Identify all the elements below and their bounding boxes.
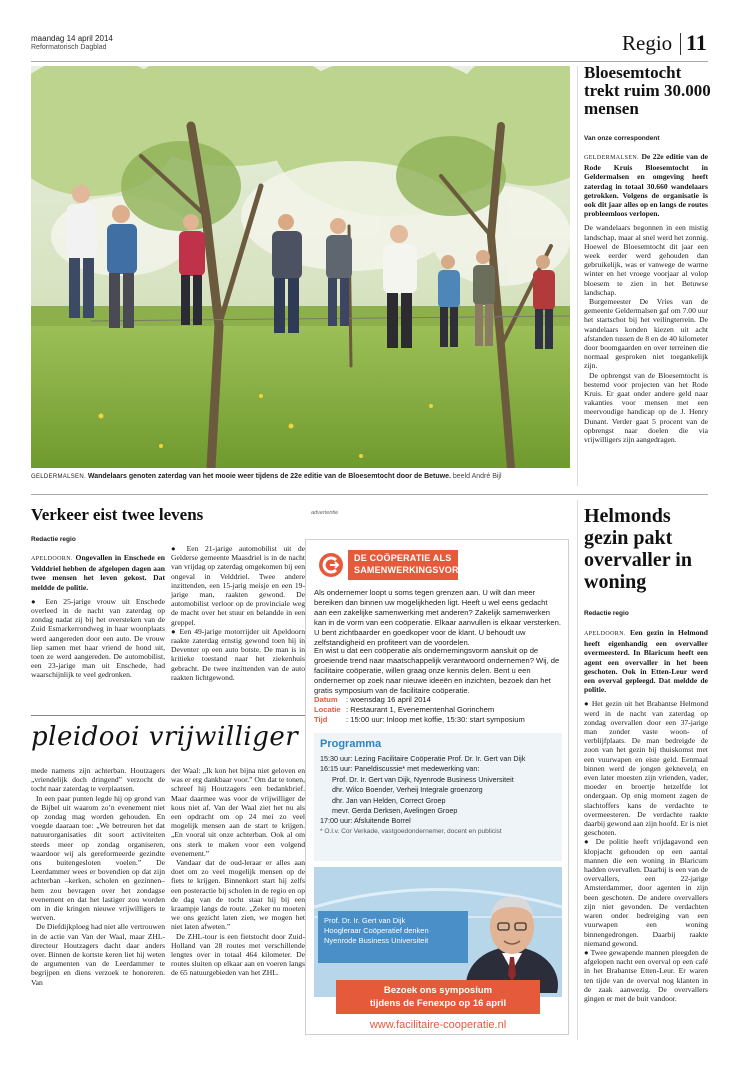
helmonds-paragraph: ● De politie heeft vrijdagavond een klopjacht gehouden op een aantal mannen die een woning in Blaricum hadden overvallen. Daarbij is een van de overvallers, een 22-jarige Amsterdammer, door agenten in zijn been geschoten. De andere overvallers zijn niet gevonden. De verdachten waren onder bedreiging van een vuurwapen een woning binnengedrongen. Daarbij raakte niemand gewond. <box>584 837 708 948</box>
pleidooi-column-2 <box>171 766 305 978</box>
pleidooi-paragraph: Vandaar dat de oud-leraar er alles aan doet om zo veel mogelijk mensen op de fiets te krijgen. Binnenkort start hij zelfs een posteractie bij scholen in de regio en op de dag van de tocht staat hij bij een kraampje langs de route. „Zeker nu moeten we ons gezicht laten zien, we mogen het niet laten afweten.” <box>171 858 305 932</box>
ad-program-item: 16:15 uur: Paneldiscussie* met medewerking van: <box>320 764 480 774</box>
section-title: Regio <box>622 31 673 55</box>
ad-time-label: Tijd <box>314 715 328 724</box>
cooperatie-advertisement <box>305 539 569 1035</box>
masthead-date: maandag 14 april 2014 <box>31 34 113 43</box>
helmonds-paragraph: ● Twee gewapende mannen pleegden de afgelopen nacht een overval op een café in het Brabantse Etten-Leur. Er waren ten tijde van de overval nog klanten in de zaak aanwezig. De overvallers gingen er met de buit vandoor. <box>584 947 708 1003</box>
helmonds-paragraph: ● Het gezin uit het Brabantse Helmond werd in de nacht van zaterdag op zondag overvallen door een 37-jarige man zonder vaste woon- of verblijfplaats. De man bedreigde de zoon van het gezin bij thuiskomst met een vuurwapen en eiste geld. Eenmaal binnen werd de jongen geknevelд en even later moesten zijn vrienden, vader, moeder en broertje hetzelfde lot ondergaan. Op enig moment zagen de slachtoffers kans de verdachte te overmeesteren. De verdachte raakte daarbij gewond aan zijn hoofd. Er is niet geschoten. <box>584 699 708 838</box>
verkeer-paragraph: ● Een 21-jarige automobilist uit de Gelderse gemeente Maasdriel is in de nacht van vrijdag op zaterdag omgekomen bij een ongeval in Velddriel. Twee andere inzittenden, een 15-jarig meisje en een 19-jarige man, raakten gewond. De automobilist verloor op de provinciale weg de macht over het stuur en belandde in een greppel. <box>171 544 305 627</box>
pleidooi-paragraph: In een paar punten legde hij op grond van de Bijbel uit waarom zo’n evenement niet op zondag mag worden gehouden. En voegde daaraan toe: „We betreuren het dat natuurorganisaties dit soort activiteiten steeds meer op zondag organiseren, waardoor wij als gereformeerde gezindte ons buitengesloten voelen.” De Leerdammer wees er bovendien op dat zijn achterban –kerken, scholen en gezinnen– hem zou bevragen over het zondagse evenement en dat het lastiger zou worden om in die kringen nieuwe vrijwilligers te werven. <box>31 793 165 923</box>
bloesemtocht-place: GELDERMALSEN. <box>584 155 640 161</box>
pleidooi-paragraph: De ZHL-tour is een fietstocht door Zuid-Holland van 28 routes met verschillende lengtes over in totaal 464 kilometer. De routes sluiten op elkaar aan en voeren langs de 65 natuurgebieden van het ZHL. <box>171 931 305 978</box>
pleidooi-paragraph: De Diefdijkploeg had niet alle vertrouwen in de actie van Van der Waal, maar ZHL-directeur Houtzagers dacht daar anders over. Binnen de kortste keren liet hij weten de argumenten van de Leerdammer te begrijpen en diens verzoek te honoreren. Van <box>31 922 165 987</box>
ad-logo-line-2: SAMENWERKINGSVORM <box>354 565 467 575</box>
ad-program-item: Prof. Dr. Ir. Gert van Dijk, Nyenrode Business Universiteit <box>332 774 514 784</box>
helmonds-headline: Helmonds gezin pakt overvaller in woning <box>584 505 692 593</box>
hikers-photo <box>31 66 570 468</box>
ad-date: : woensdag 16 april 2014 <box>346 695 431 704</box>
helmonds-place: APELDOORN. <box>584 631 626 637</box>
ad-speaker-name: Prof. Dr. Ir. Gert van Dijk <box>324 916 406 925</box>
bloesemtocht-lead: De 22e editie van de Rode Kruis Bloesemtocht in Geldermalsen en omgeving heeft zaterdag in totaal 30.660 wandelaars getrokken. Volgens de organisatie is ook dit jaar alles op en langs de routes probleemloos verlopen. <box>584 152 708 219</box>
ad-speaker-affiliation: Nyenrode Business Universiteit <box>324 936 429 945</box>
top-rule <box>31 61 708 62</box>
speaker-portrait <box>464 875 560 993</box>
ad-logo-bar <box>348 550 467 580</box>
pleidooi-paragraph: mede namens zijn achterban. Houtzagers „vriendelijk doch dringend” verzocht de tocht naar zaterdag te verplaatsen. <box>31 766 165 794</box>
ad-program-item: mevr. Gerda Derksen, Avelingen Groep <box>332 806 458 816</box>
helmonds-byline: Redactie regio <box>584 610 629 617</box>
ad-symposium-banner <box>336 980 540 1014</box>
verkeer-column-2 <box>171 544 305 682</box>
column-divider <box>577 66 578 486</box>
ad-program-item: 17:00 uur: Afsluitende Borrel <box>320 816 411 826</box>
verkeer-headline: Verkeer eist twee levens <box>31 505 204 524</box>
ad-event-info <box>314 695 562 725</box>
ad-logo-line-1: DE COÖPERATIE ALS <box>354 553 452 563</box>
photo-caption <box>31 472 571 482</box>
bloesemtocht-paragraph: De opbrengst van de Bloesemtocht is bestemd voor projecten van het Rode Kruis. Er gaat onder andere geld naar vakanties voor mensen met een meervoudige handicap op de J. Henry Dunant. Verder gaat 5 procent van de opbrengst naar doelen die via vrijwilligers zijn aangedragen. <box>584 370 708 445</box>
column-divider <box>577 500 578 1040</box>
ad-location: : Restaurant 1, Evenementenhal Gorinchem <box>346 705 495 714</box>
ad-program-box <box>314 733 562 861</box>
ad-speaker-caption <box>318 911 468 963</box>
verkeer-byline: Redactie regio <box>31 536 76 543</box>
photo-caption-place: GELDERMALSEN. <box>31 474 86 480</box>
helmonds-body <box>584 628 708 1003</box>
masthead-paper-name: Reformatorisch Dagblad <box>31 44 107 51</box>
ad-date-label: Datum <box>314 695 338 704</box>
ad-intro-text-2: En wist u dat een coöperatie als ondernemingsvorm aansluit op de groeiende trend naar maatschappelijk verantwoord ondernemen? Wij, de facilitaire coöperatie, willen graag onze kennis delen. Bent u een ondernemer op zoek naar nieuwe ideeën en inzichten, bezoek dan het gratis symposium van de facilitaire coöperatie. <box>314 646 560 695</box>
bloesemtocht-paragraph: De wandelaars begonnen in een mistig landschap, maar al snel werd het zonnig. Hoewel de Bloesemtocht dit jaar een week eerder werd gehouden dan gebruikelijk, was er vanwege de warme winter en het vroege voorjaar al volop bloesem te zien in het Betuwse landschap. <box>584 223 708 297</box>
verkeer-place: APELDOORN. <box>31 556 73 562</box>
bloesemtocht-headline: Bloesemtocht trekt ruim 30.000 mensen <box>584 63 711 118</box>
ad-banner-line-1: Bezoek ons symposium <box>383 985 493 996</box>
ad-banner-text <box>336 984 540 1010</box>
ad-logo <box>318 550 488 580</box>
helmonds-lead: Een gezin in Helmond heeft eigenhandig een overvaller overmeesterd. In Blaricum heeft een agent een overvaller in het been geschoten. Ook in Etten-Leur werd een overval gepleegd. Dat meldde de politie. <box>584 628 709 695</box>
pleidooi-column-1 <box>31 766 165 987</box>
ad-time: : 15:00 uur: Inloop met koffie, 15:30: start symposium <box>346 715 525 724</box>
bloesemtocht-paragraph: Burgemeester De Vries van de gemeente Geldermalsen gaf om 7.00 uur het startschot bij het veilingterrein. De wandelaars konden kiezen uit acht afstanden tussen de 8 en de 40 kilometer door boomgaarden en over terreinen die normaal gesproken niet toegankelijk zijn. <box>584 297 708 371</box>
ad-program-list <box>320 754 556 837</box>
bloesemtocht-body <box>584 152 708 444</box>
ad-label: advertentie <box>311 510 339 516</box>
ad-speaker-panel <box>314 867 562 997</box>
cooperatie-logo-icon <box>318 552 344 578</box>
ad-program-item: 15:30 uur: Lezing Facilitaire Coöperatie Prof. Dr. Ir. Gert van Dijk <box>320 754 526 763</box>
masthead-divider <box>680 33 681 55</box>
photo-caption-text: Wandelaars genoten zaterdag van het mooie weer tijdens de 22e editie van de Bloesemtocht door de Betuwe. <box>87 473 451 480</box>
middle-rule <box>31 494 708 495</box>
ad-speaker-title: Hoogleraar Coöperatief denken <box>324 926 429 935</box>
hikers-photo-illustration <box>31 66 570 468</box>
ad-website-link[interactable]: www.facilitaire-cooperatie.nl <box>369 1019 507 1031</box>
ad-banner-line-2: tijdens de Fenexpo op 16 april <box>369 998 507 1009</box>
pleidooi-paragraph: der Waal: „Ik kon het bijna niet geloven en was er erg dankbaar voor.” Om dat te tonen, schreef hij Houtzagers een bedankbrief. Maar daarmee was voor de vrijwilliger de kous niet af. Van der Waal ziet het nu als een opdracht om op 24 mei zo veel mogelijk mensen aan de start te krijgen. „En vooral uit onze achterban. Ook al om ons sterk te maken voor een volgend evenement.” <box>171 766 305 858</box>
verkeer-paragraph: ● Een 25-jarige vrouw uit Enschede overleed in de nacht van zaterdag op zondag nadat zij bij het oversteken van de Zuid Esmarkerrondweg in haar woonplaats werd aangereden door een auto. De vrouw liep samen met haar vriend de hond uit, toen ze werd aangereden. De automobilist, een 23-jarige man uit Enschede, had waarschijnlijk te veel gedronken. <box>31 596 165 680</box>
ad-program-title: Programma <box>320 738 382 750</box>
verkeer-paragraph: ● Een 49-jarige motorrijder uit Apeldoorn raakte zaterdag ernstig gewond toen hij in Deventer op een auto botste. De man is in kritieke toestand naar het ziekenhuis gebracht. De twee inzittenden van de auto raakten lichtgewond. <box>171 626 305 682</box>
ad-intro-text: Als ondernemer loopt u soms tegen grenzen aan. U wilt dan meer bereiken dan binnen uw mogelijkheden ligt. Heeft u wel eens gedacht aan een zakelijke samenwerking met anderen? Zakelijk samenwerken kan in de vorm van een coöperatie. Elkaar aanvullen is elkaar versterken. U bent zichtbaarder en goedkoper voor de klant. U behoudt uw zelfstandigheid en profiteert van de voordelen. <box>314 588 561 647</box>
photo-credit: beeld André Bijl <box>452 473 502 480</box>
pleidooi-headline: pleidooi vrijwilliger <box>31 722 299 752</box>
ad-program-item: dhr. Wilco Boender, Verheij Integrale groenzorg <box>332 785 483 795</box>
verkeer-column-1 <box>31 553 165 680</box>
section-rule <box>31 715 321 716</box>
ad-program-item: dhr. Jan van Helden, Correct Groep <box>332 795 446 805</box>
ad-location-label: Locatie <box>314 705 341 714</box>
verkeer-lead: Ongevallen in Enschede en Velddriel hebben de afgelopen dagen aan twee mensen het leven gekost. Dat meldde de politie. <box>31 553 165 592</box>
bloesemtocht-byline: Van onze correspondent <box>584 135 660 142</box>
ad-program-item: * O.l.v. Cor Verkade, vastgoedondernemer, docent en publicist <box>320 827 502 835</box>
ad-speaker-text <box>324 916 469 946</box>
page-number: 11 <box>686 30 707 55</box>
